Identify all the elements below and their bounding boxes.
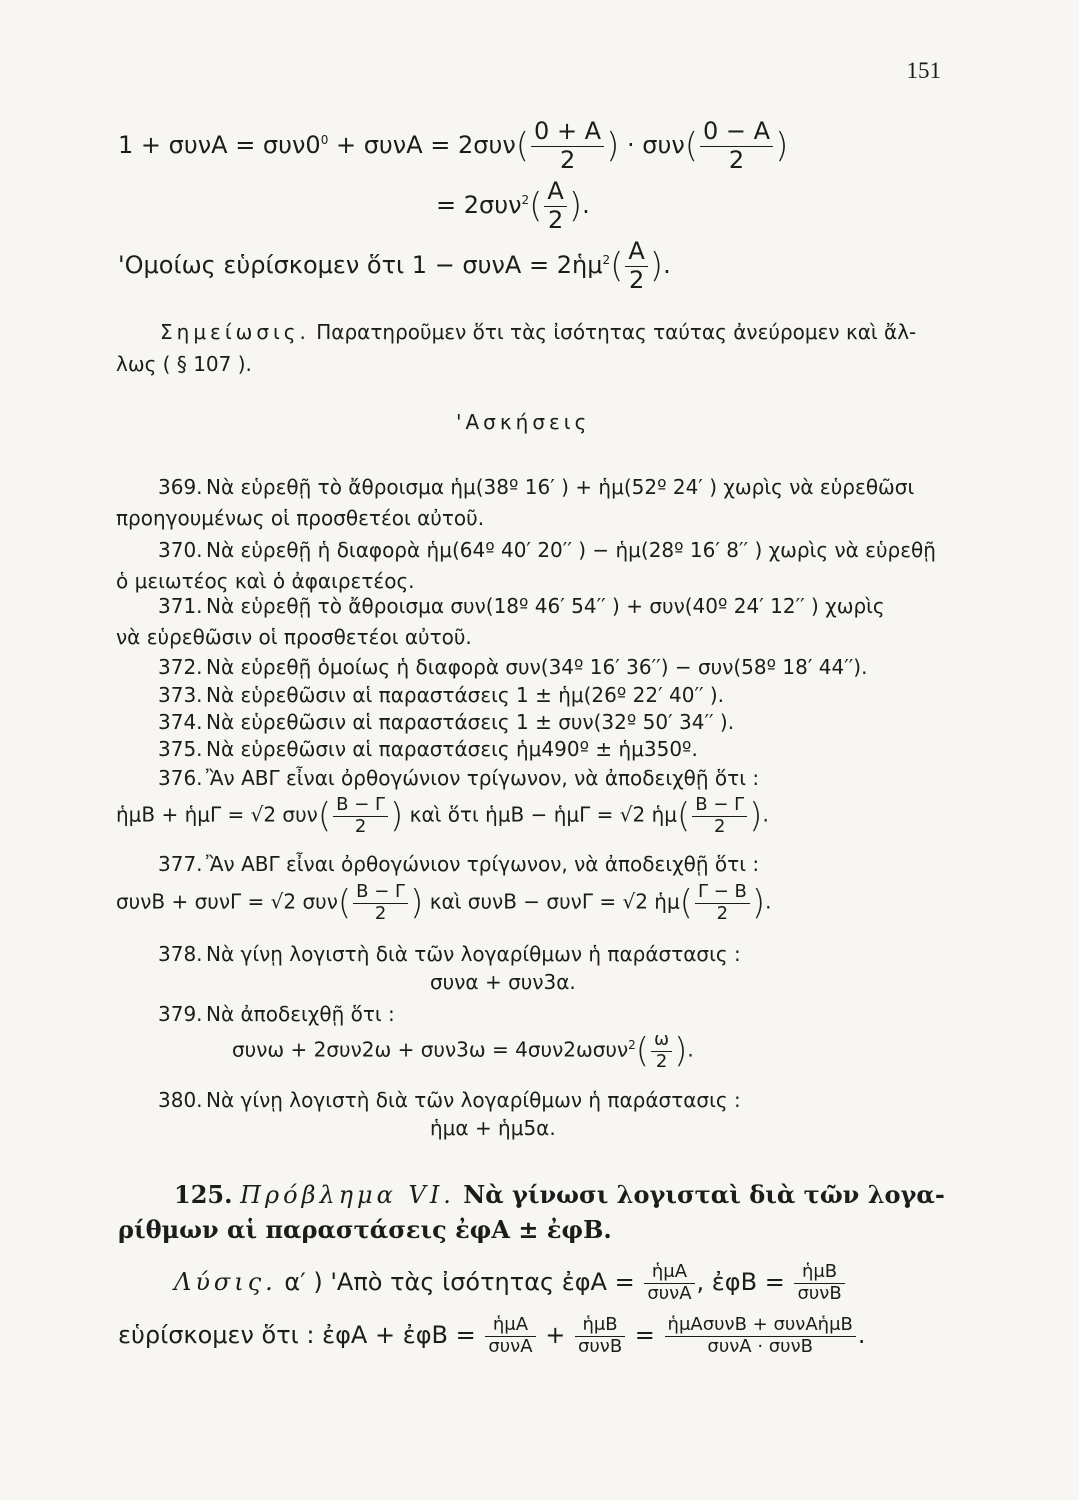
fraction: $\frac{A}{2}$ [544, 178, 566, 234]
solution-label: Λύσις. [174, 1268, 277, 1297]
fraction: $\frac{B - \Gamma}{2}$ [353, 882, 408, 924]
fraction: $\frac{\text{ἡμΒ}}{\text{συνΒ}}$ [794, 1262, 844, 1304]
note-line-2: λως ( § 107 ). [116, 352, 252, 376]
eq-dot: · συν [619, 131, 685, 160]
exercise-370: 370. Νὰ εὑρεθῇ ἡ διαφορὰ ἡμ(64º 40′ 20′′ ) − ἡμ(28º 16′ 8′′ ) χωρὶς νὰ εὑρεθῇ [158, 538, 936, 562]
exercise-373: 373. Νὰ εὑρεθῶσιν αἱ παραστάσεις 1 ± ἡμ(26º 22′ 40′′ ). [158, 683, 725, 707]
problem-number: 125. [174, 1180, 233, 1209]
note-label: Σημείωσις. [160, 320, 310, 344]
fraction: $\frac{\text{ἡμΑσυνΒ + συνΑἡμΒ}}{\text{συνΑ · συνΒ}}$ [665, 1315, 856, 1357]
problem-heading: 125. Πρόβλημα VI. Νὰ γίνωσι λογισταὶ διὰ τῶν λογα- [174, 1180, 945, 1209]
solution-line-1: Λύσις. α′ ) 'Απὸ τὰς ἰσότητας ἐφΑ = $\frac{\text{ἡμΑ}}{\text{συνΑ}}$ , ἐφΒ = $\frac{\text{ἡμΒ}}{\text{συνΒ}}$ [174, 1262, 847, 1304]
exercise-378-formula: συνα + συν3α. [430, 970, 576, 994]
fraction: $\frac{\omega}{2}$ [651, 1030, 672, 1072]
exercise-376: 376. Ἂν ΑΒΓ εἶναι ὀρθογώνιον τρίγωνον, νὰ ἀποδειχθῇ ὅτι : [158, 766, 760, 790]
fraction: $\frac{\text{ἡμΒ}}{\text{συνΒ}}$ [575, 1315, 625, 1357]
eq-degree: 0 [320, 133, 329, 148]
exercise-379-formula: συνω + 2συν2ω + συν3ω = 4συν2ωσυν$^2$( $\frac{\omega}{2}$ ). [232, 1029, 694, 1072]
fraction: $\frac{B - \Gamma}{2}$ [692, 795, 747, 837]
fraction: $\frac{A}{2}$ [625, 238, 647, 294]
exercise-379: 379. Νὰ ἀποδειχθῇ ὅτι : [158, 1002, 395, 1026]
exercise-377: 377. Ἂν ΑΒΓ εἶναι ὀρθογώνιον τρίγωνον, νὰ ἀποδειχθῇ ὅτι : [158, 852, 760, 876]
paren-close: ) [606, 126, 620, 167]
page-number: 151 [906, 58, 941, 83]
equation-line-3: 'Ομοίως εὑρίσκομεν ὅτι 1 − συνΑ = 2ἡμ$^2$( $\frac{A}{2}$ ). [118, 237, 671, 294]
fraction: $\frac{0 + A}{2}$ [531, 118, 604, 174]
exercise-369: 369. Νὰ εὑρεθῇ τὸ ἄθροισμα ἡμ(38º 16′ ) + ἡμ(52º 24′ ) χωρὶς νὰ εὑρεθῶσι [158, 475, 915, 499]
fraction: $\frac{\text{ἡμΑ}}{\text{συνΑ}}$ [644, 1262, 694, 1304]
exercise-377-formula: συνΒ + συνΓ = √2 συν( $\frac{B - \Gamma}{2}$ ) καὶ συνΒ − συνΓ = √2 ἡμ( $\frac{\Gamma - B}{2}$ ). [116, 881, 772, 924]
equation-line-1: $1 + \sigma\upsilon\nu A = \sigma\upsilon\nu 0^0 + \sigma\upsilon\nu A = 2\sigma\upsilon\nu$( $\frac{0 + A}{2}$ ) · συν( $\frac{0 - A}{2}$ ) [118, 117, 789, 174]
eq-lhs: 1 + συνΑ = συν0 [118, 131, 321, 160]
fraction: $\frac{\text{ἡμΑ}}{\text{συνΑ}}$ [485, 1315, 535, 1357]
exercise-380-formula: ἡμα + ἡμ5α. [430, 1116, 556, 1140]
solution-line-2: εὑρίσκομεν ὅτι : ἐφΑ + ἐφΒ = $\frac{\text{ἡμΑ}}{\text{συνΑ}}$ + $\frac{\text{ἡμΒ}}{\text{συνΒ}}$ = $\frac{\text{ἡμΑσυνΒ + συνΑἡμΒ}}{\text{συνΑ · συνΒ}}$ . [118, 1314, 866, 1357]
exercises-heading: 'Ασκήσεις [456, 410, 591, 434]
fraction: $\frac{B - \Gamma}{2}$ [333, 795, 388, 837]
exercise-375: 375. Νὰ εὑρεθῶσιν αἱ παραστάσεις ἡμ490º ± ἡμ350º. [158, 737, 698, 761]
exercise-376-formula: ἡμΒ + ἡμΓ = √2 συν( $\frac{B - \Gamma}{2}$ ) καὶ ὅτι ἡμΒ − ἡμΓ = √2 ἡμ( $\frac{B - \Gamma}{2}$ ). [116, 794, 769, 837]
exercise-378: 378. Νὰ γίνῃ λογιστὴ διὰ τῶν λογαρίθμων ἡ παράστασις : [158, 942, 741, 966]
exercise-371-cont: νὰ εὑρεθῶσιν οἱ προσθετέοι αὐτοῦ. [116, 625, 472, 649]
exercise-370-cont: ὁ μειωτέος καὶ ὁ ἀφαιρετέος. [116, 569, 415, 593]
problem-heading-cont: ρίθμων αἱ παραστάσεις ἐφΑ ± ἐφΒ. [118, 1215, 612, 1244]
fraction: $\frac{0 - A}{2}$ [700, 118, 773, 174]
paren-open: ( [515, 126, 530, 167]
exercise-371: 371. Νὰ εὑρεθῇ τὸ ἄθροισμα συν(18º 46′ 54′′ ) + συν(40º 24′ 12′′ ) χωρὶς [158, 594, 885, 618]
equation-line-2: = 2συν$^2$( $\frac{A}{2}$ ). [436, 177, 590, 234]
fraction: $\frac{\Gamma - B}{2}$ [695, 882, 750, 924]
eq-mid: + συνΑ = 2συν [328, 131, 516, 160]
exercise-372: 372. Νὰ εὑρεθῇ ὁμοίως ἡ διαφορὰ συν(34º 16′ 36′′) − συν(58º 18′ 44′′). [158, 655, 868, 679]
note-line-1: Σημείωσις. Παρατηροῦμεν ὅτι τὰς ἰσότητας ταύτας ἀνεύρομεν καὶ ἄλ- [160, 320, 917, 344]
exercise-380: 380. Νὰ γίνῃ λογιστὴ διὰ τῶν λογαρίθμων ἡ παράστασις : [158, 1088, 741, 1112]
exercise-374: 374. Νὰ εὑρεθῶσιν αἱ παραστάσεις 1 ± συν(32º 50′ 34′′ ). [158, 710, 735, 734]
problem-title: Πρόβλημα VI. [240, 1181, 455, 1209]
exercise-369-cont: προηγουμένως οἱ προσθετέοι αὐτοῦ. [116, 506, 485, 530]
